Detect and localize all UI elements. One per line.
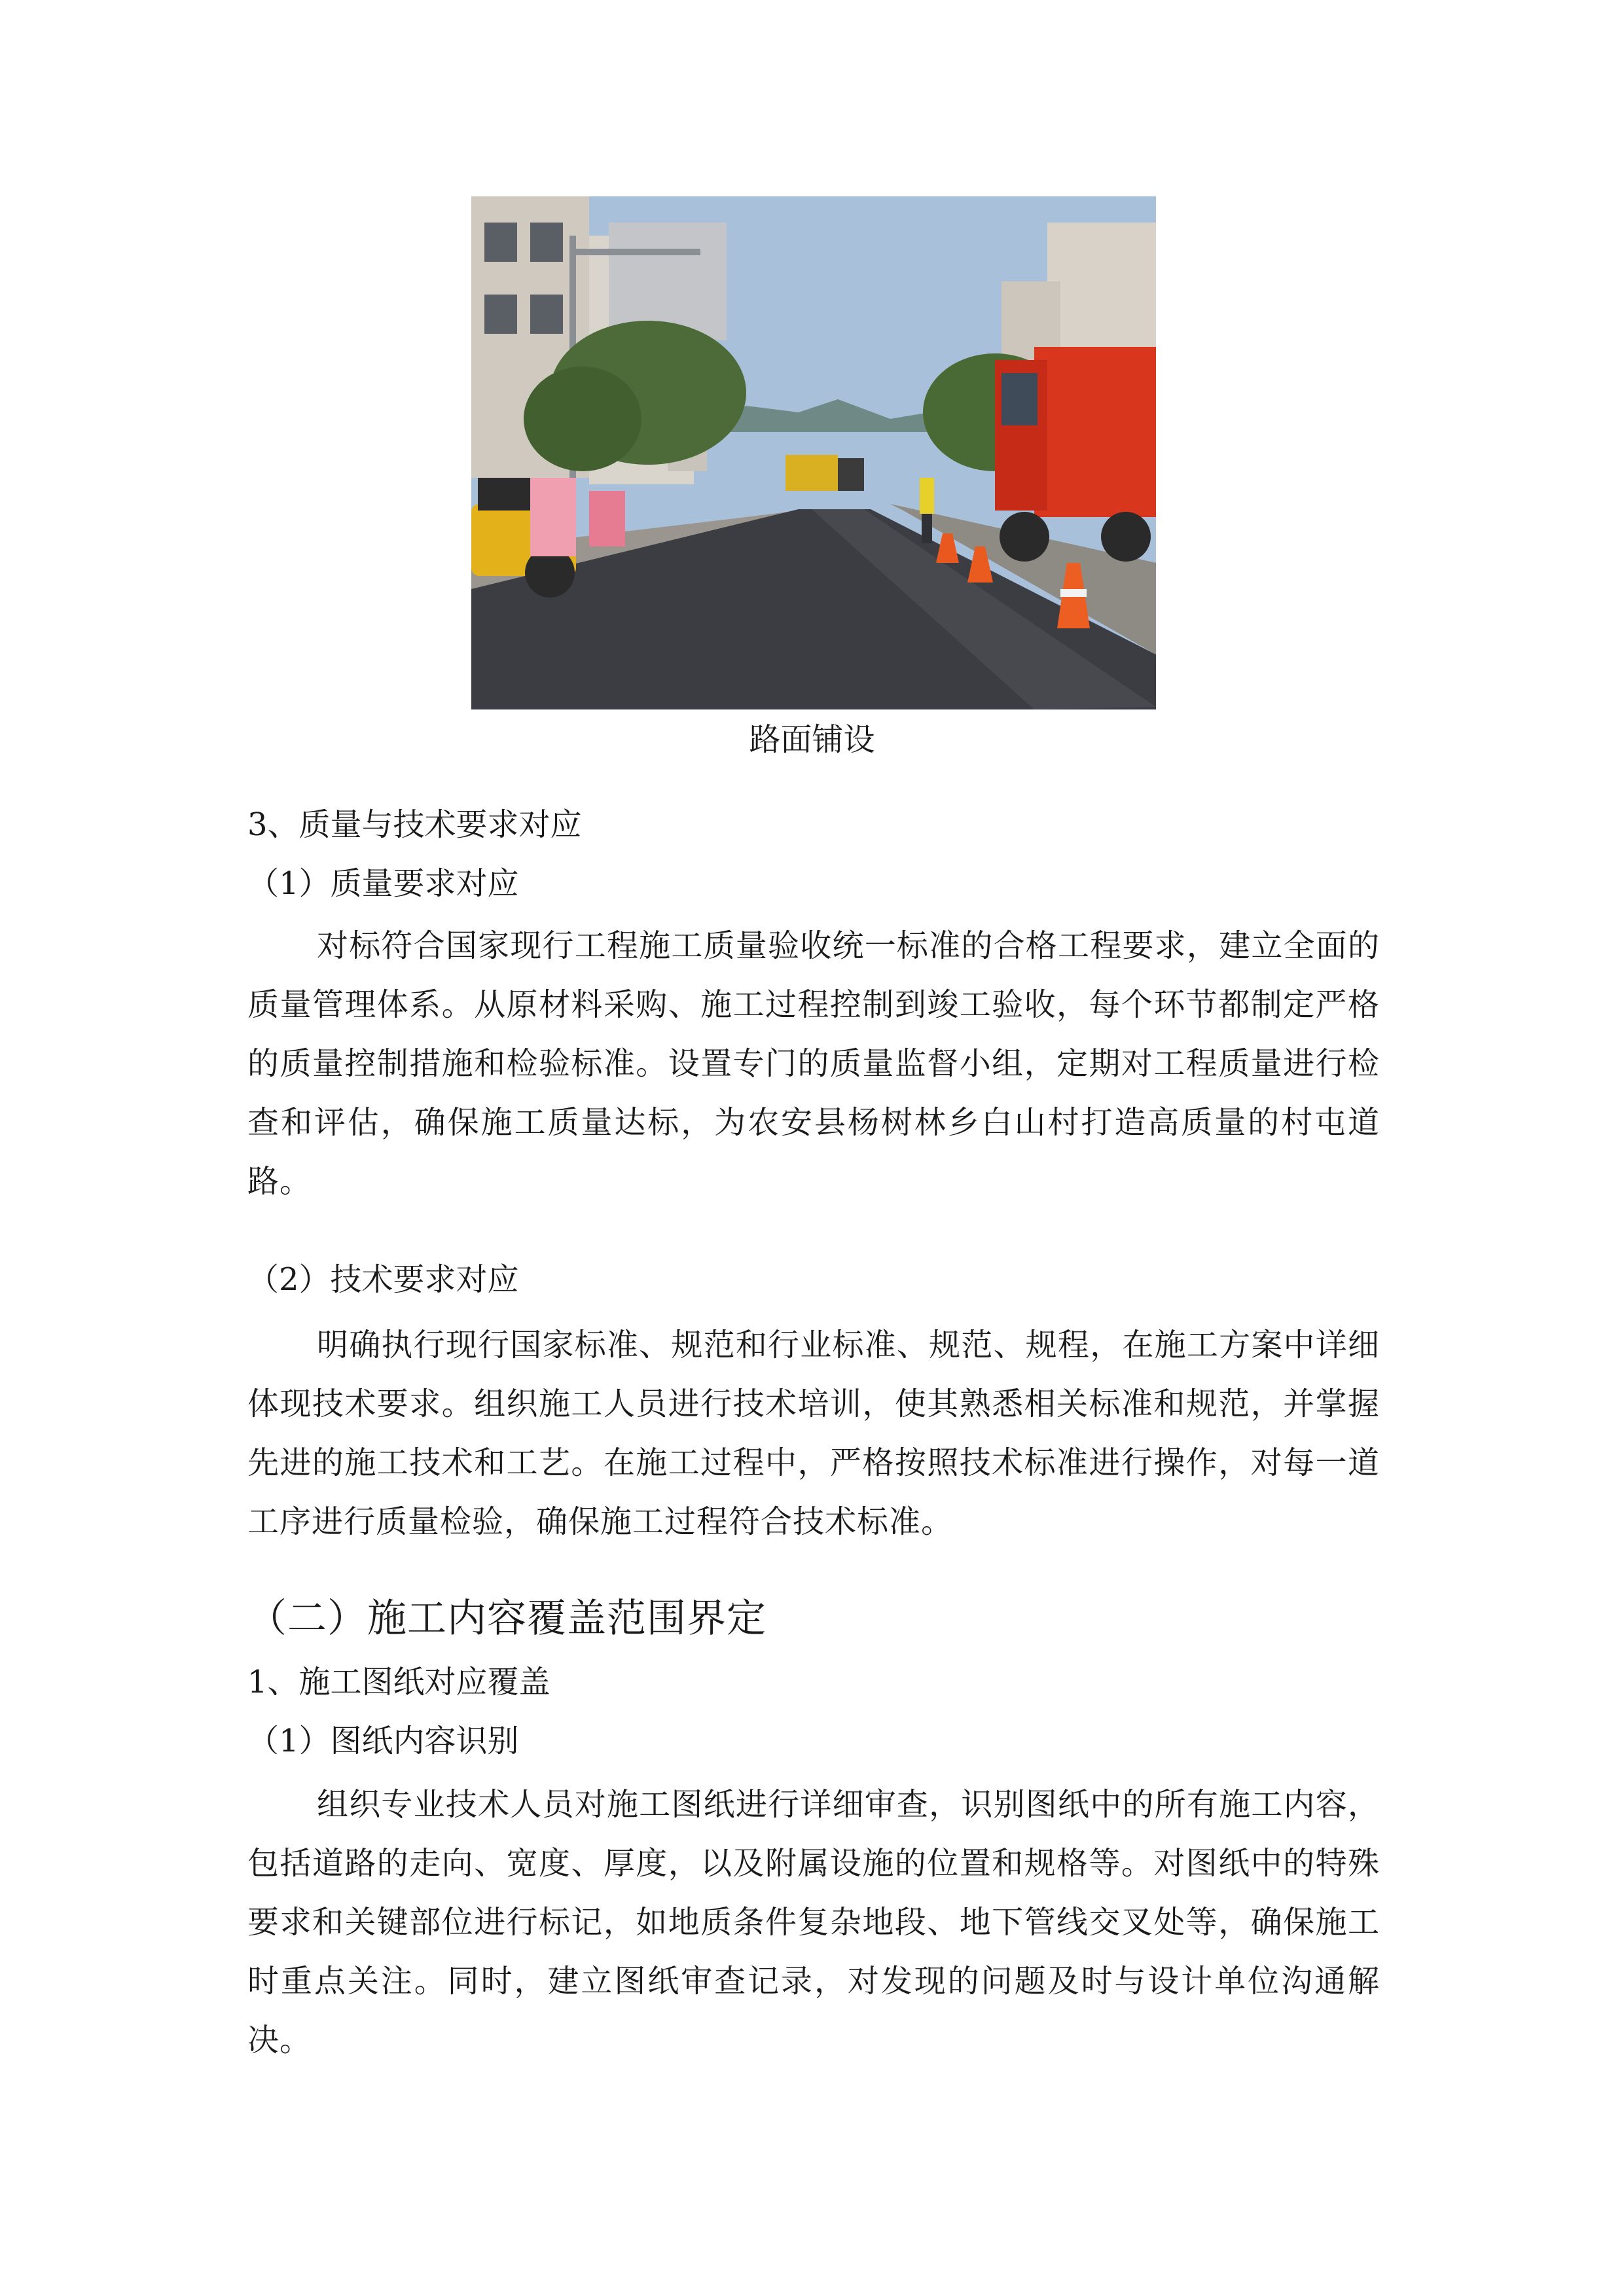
subheading-drawing-identification: （1）图纸内容识别 [247,1723,519,1759]
figure-caption: 路面铺设 [749,721,875,758]
subheading-technical-requirements: （2）技术要求对应 [247,1261,519,1298]
section-heading-drawings-coverage: 1、施工图纸对应覆盖 [247,1664,550,1700]
road-paving-photo [471,196,1156,709]
subheading-quality-requirements: （1）质量要求对应 [247,865,519,902]
paragraph-technical-requirements: 明确执行现行国家标准、规范和行业标准、规范、规程，在施工方案中详细体现技术要求。组织施工人员进行技术培训，使其熟悉相关标准和规范，并掌握先进的施工技术和工艺。在施工过程中，严格按照技术标准进行操作，对每一道工序进行质量检验，确保施工过程符合技术标准。 [247,1327,1380,1540]
paragraph-quality-requirements: 对标符合国家现行工程施工质量验收统一标准的合格工程要求，建立全面的质量管理体系。从原材料采购、施工过程控制到竣工验收，每个环节都制定严格的质量控制措施和检验标准。设置专门的质量监督小组，定期对工程质量进行检查和评估，确保施工质量达标，为农安县杨树林乡白山村打造高质量的村屯道路。 [247,927,1380,1200]
paragraph-drawing-identification: 组织专业技术人员对施工图纸进行详细审查，识别图纸中的所有施工内容，包括道路的走向、宽度、厚度，以及附属设施的位置和规格等。对图纸中的特殊要求和关键部位进行标记，如地质条件复杂地段、地下管线交叉处等，确保施工时重点关注。同时，建立图纸审查记录，对发现的问题及时与设计单位沟通解决。 [247,1786,1380,2058]
part-heading-construction-scope: （二）施工内容覆盖范围界定 [247,1596,767,1641]
section-heading-quality-tech: 3、质量与技术要求对应 [247,806,582,843]
